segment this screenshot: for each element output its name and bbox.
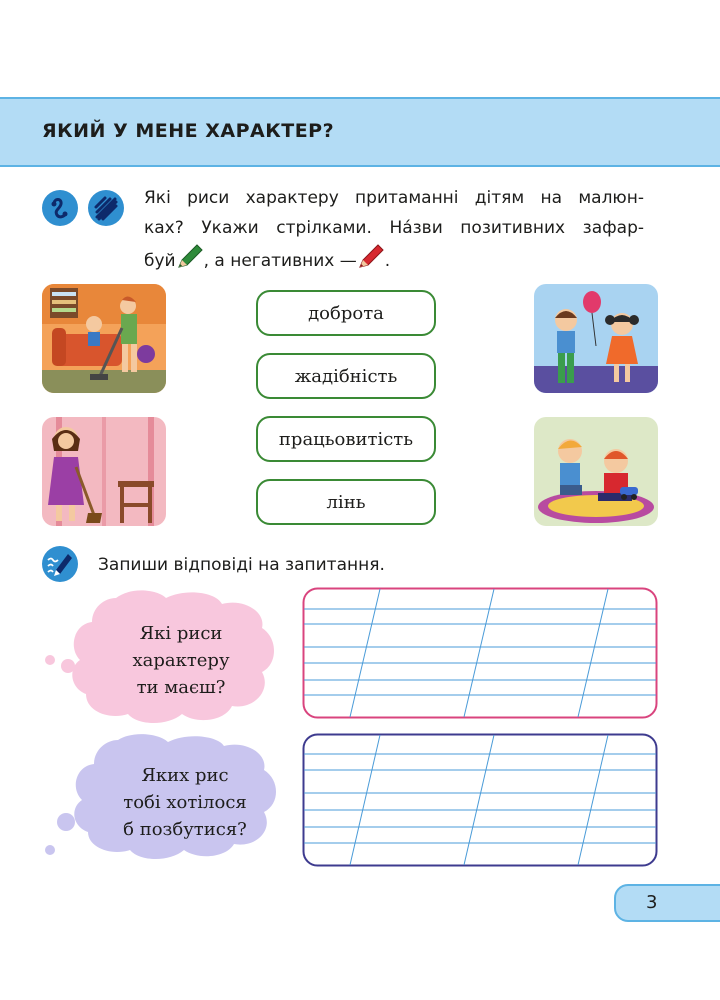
page-number-tab [614,884,720,922]
question-2-line3: б позбутися? [123,819,247,840]
green-pencil-icon [176,243,204,279]
trait-diligence[interactable]: працьовитість [256,416,436,462]
red-pencil-icon [357,243,385,279]
scribble-icon [88,190,124,226]
squiggle-icon [42,190,78,226]
task1-instruction [144,183,644,279]
page-title: ЯКИЙ У МЕНЕ ХАРАКТЕР? [42,120,335,142]
picture-two-boys-with-car [534,417,658,526]
question-1-line1: Які риси [139,623,223,644]
task1-line3-start: буй [144,251,176,271]
task1-line2: ках? Укажи стрілками. На́зви позитивних зафар- [144,218,644,238]
question-2-line1: Яких рис [141,765,229,786]
question-1-line2: характеру [132,650,230,671]
task1-line3-end: . [384,251,391,271]
task2-instruction: Запиши відповіді на запитання. [98,555,385,575]
task1-line3-middle: , а негативних — [203,251,357,271]
task1-line1: Які риси характеру притаманні дітям на малюн- [144,188,644,208]
pen-writing-icon [42,546,78,582]
trait-greed[interactable]: жадібність [256,353,436,399]
question-1-line3: ти маєш? [136,677,226,698]
question-2-line2: тобі хотілося [123,792,247,813]
trait-kindness[interactable]: доброта [256,290,436,336]
picture-girl-sweeping [42,417,166,526]
page-number: 3 [646,892,658,913]
writing-area-2[interactable] [302,733,658,867]
picture-mother-vacuuming [42,284,166,393]
trait-laziness[interactable]: лінь [256,479,436,525]
question-2 [100,762,270,843]
writing-area-1[interactable] [302,587,658,719]
question-1 [96,620,266,701]
picture-children-with-balloon [534,284,658,393]
task1-line3 [144,243,644,279]
